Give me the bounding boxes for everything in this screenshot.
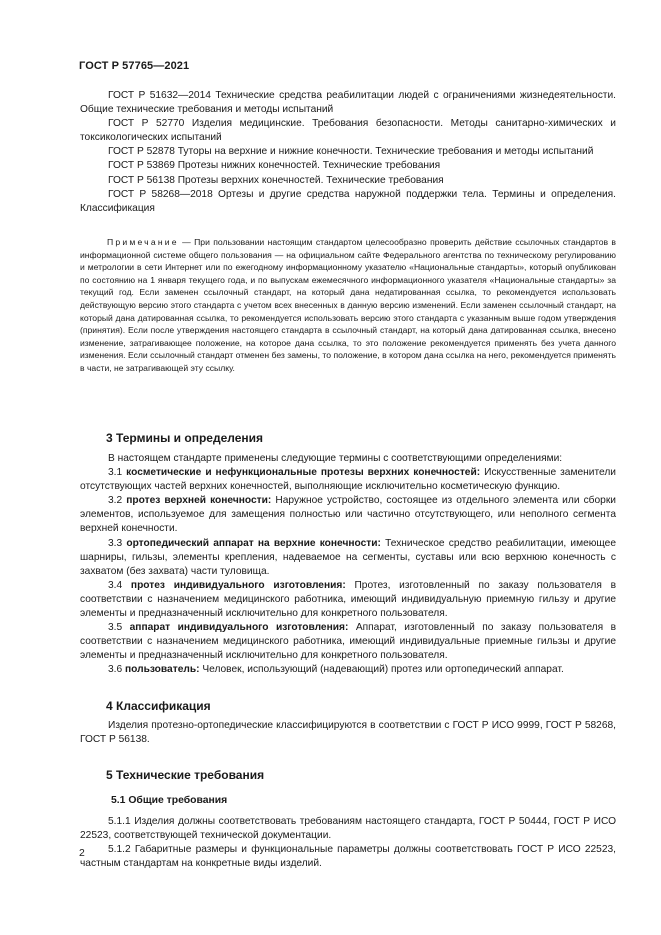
reference-item: ГОСТ Р 52770 Изделия медицинские. Требования безопасности. Методы санитарно-химических и токсикологических испытаний bbox=[80, 118, 616, 144]
section-5-body bbox=[80, 815, 616, 871]
term-item: 3.3 ортопедический аппарат на верхние конечности: Техническое средство реабилитации, имеющее шарниры, гильзы, элементы крепления, надеваемое на сегменты, суставы или всю верхнюю конечность с захватом (без захвата) части туловища. bbox=[80, 537, 616, 577]
section-3-body bbox=[80, 452, 616, 678]
note-block bbox=[80, 236, 616, 375]
term-item: 3.4 протез индивидуального изготовления: Протез, изготовленный по заказу пользователя в соответствии с назначением медицинского работника, имеющий индивидуальную приемную гильзу и другие элементы и предназначенный исключительно для конкретного пользователя. bbox=[80, 579, 616, 620]
section-4-title: 4 Классификация bbox=[106, 699, 211, 713]
page-number: 2 bbox=[79, 848, 85, 859]
note-text: — При пользовании настоящим стандартом целесообразно проверить действие ссылочных стандартов в информационной системе общего пользования — на официальном сайте Федерального агентства по техническому регулированию и метрологии в сети Интернет или по ежегодному информационному указателю «Национальные стандарты», который опубликован по состоянию на 1 января текущего года, и по выпускам ежемесячного информационного указателя «Национальные стандарты» за текущий год. Если заменен ссылочный стандарт, на который дана недатированная ссылка, то рекомендуется использовать действующую версию этого стандарта с учетом всех внесенных в данную версию изменений. Если заменен ссылочный стандарт, на который дана датированная ссылка, то рекомендуется использовать версию этого стандарта с указанным выше годом утверждения (принятия). Если после утверждения настоящего стандарта в ссылочный стандарт, на который дана датированная ссылка, внесено изменение, затрагивающее положение, на которое дана ссылка, то это положение рекомендуется применять без учета данного изменения. Если ссылочный стандарт отменен без замены, то положение, в котором дана ссылка на него, рекомендуется применять в части, не затрагивающей эту ссылку. bbox=[80, 237, 617, 373]
section-5-1-title: 5.1 Общие требования bbox=[111, 795, 228, 806]
reference-item: ГОСТ Р 53869 Протезы нижних конечностей. Технические требования bbox=[108, 160, 441, 172]
references-list bbox=[80, 89, 616, 216]
term-item: 3.2 протез верхней конечности: Наружное устройство, состоящее из отдельного элемента или сборки элементов, используемое для замещения полностью или частично отсутствующего, или неполного сегмента верхней конечности. bbox=[80, 495, 616, 535]
note-label: Примечание bbox=[107, 237, 179, 247]
section-4-text: Изделия протезно-ортопедические классифицируются в соответствии с ГОСТ Р ИСО 9999, ГОСТ Р 58268, ГОСТ Р 56138. bbox=[80, 720, 616, 746]
reference-item: ГОСТ Р 56138 Протезы верхних конечностей. Технические требования bbox=[108, 174, 444, 186]
section-5-title: 5 Технические требования bbox=[106, 768, 265, 782]
term-item: 3.5 аппарат индивидуального изготовления: Аппарат, изготовленный по заказу пользователя в соответствии с назначением медицинского работника, имеющий индивидуальные приемные гильзы и другие элементы и предназначенный исключительно для конкретного пользователя. bbox=[80, 622, 616, 662]
section-3-title: 3 Термины и определения bbox=[106, 431, 264, 445]
section-4-body bbox=[80, 719, 616, 747]
section-3-intro: В настоящем стандарте применены следующие термины с соответствующими определениями: bbox=[108, 453, 563, 464]
reference-item: ГОСТ Р 58268—2018 Ортезы и другие средства наружной поддержки тела. Термины и определения. Классификация bbox=[80, 188, 616, 214]
reference-item: ГОСТ Р 52878 Туторы на верхние и нижние конечности. Технические требования и методы испытаний bbox=[108, 146, 594, 158]
term-item: 3.1 косметические и нефункциональные протезы верхних конечностей: Искусственные заменители отсутствующих частей верхних конечностей, выполняющие исключительно косметическую функцию. bbox=[80, 467, 616, 493]
document-header: ГОСТ Р 57765—2021 bbox=[79, 60, 190, 72]
paragraph-5-1-2: 5.1.2 Габаритные размеры и функциональные параметры должны соответствовать ГОСТ Р ИСО 22523, частным стандартам на конкретные виды изделий. bbox=[80, 844, 616, 870]
paragraph-5-1-1: 5.1.1 Изделия должны соответствовать требованиям настоящего стандарта, ГОСТ Р 50444, ГОСТ Р ИСО 22523, соответствующей технической документации. bbox=[80, 816, 616, 842]
term-item: 3.6 пользователь: Человек, использующий (надевающий) протез или ортопедический аппарат. bbox=[108, 664, 564, 676]
reference-item: ГОСТ Р 51632—2014 Технические средства реабилитации людей с ограничениями жизнедеятельности. Общие технические требования и методы испытаний bbox=[80, 90, 616, 116]
